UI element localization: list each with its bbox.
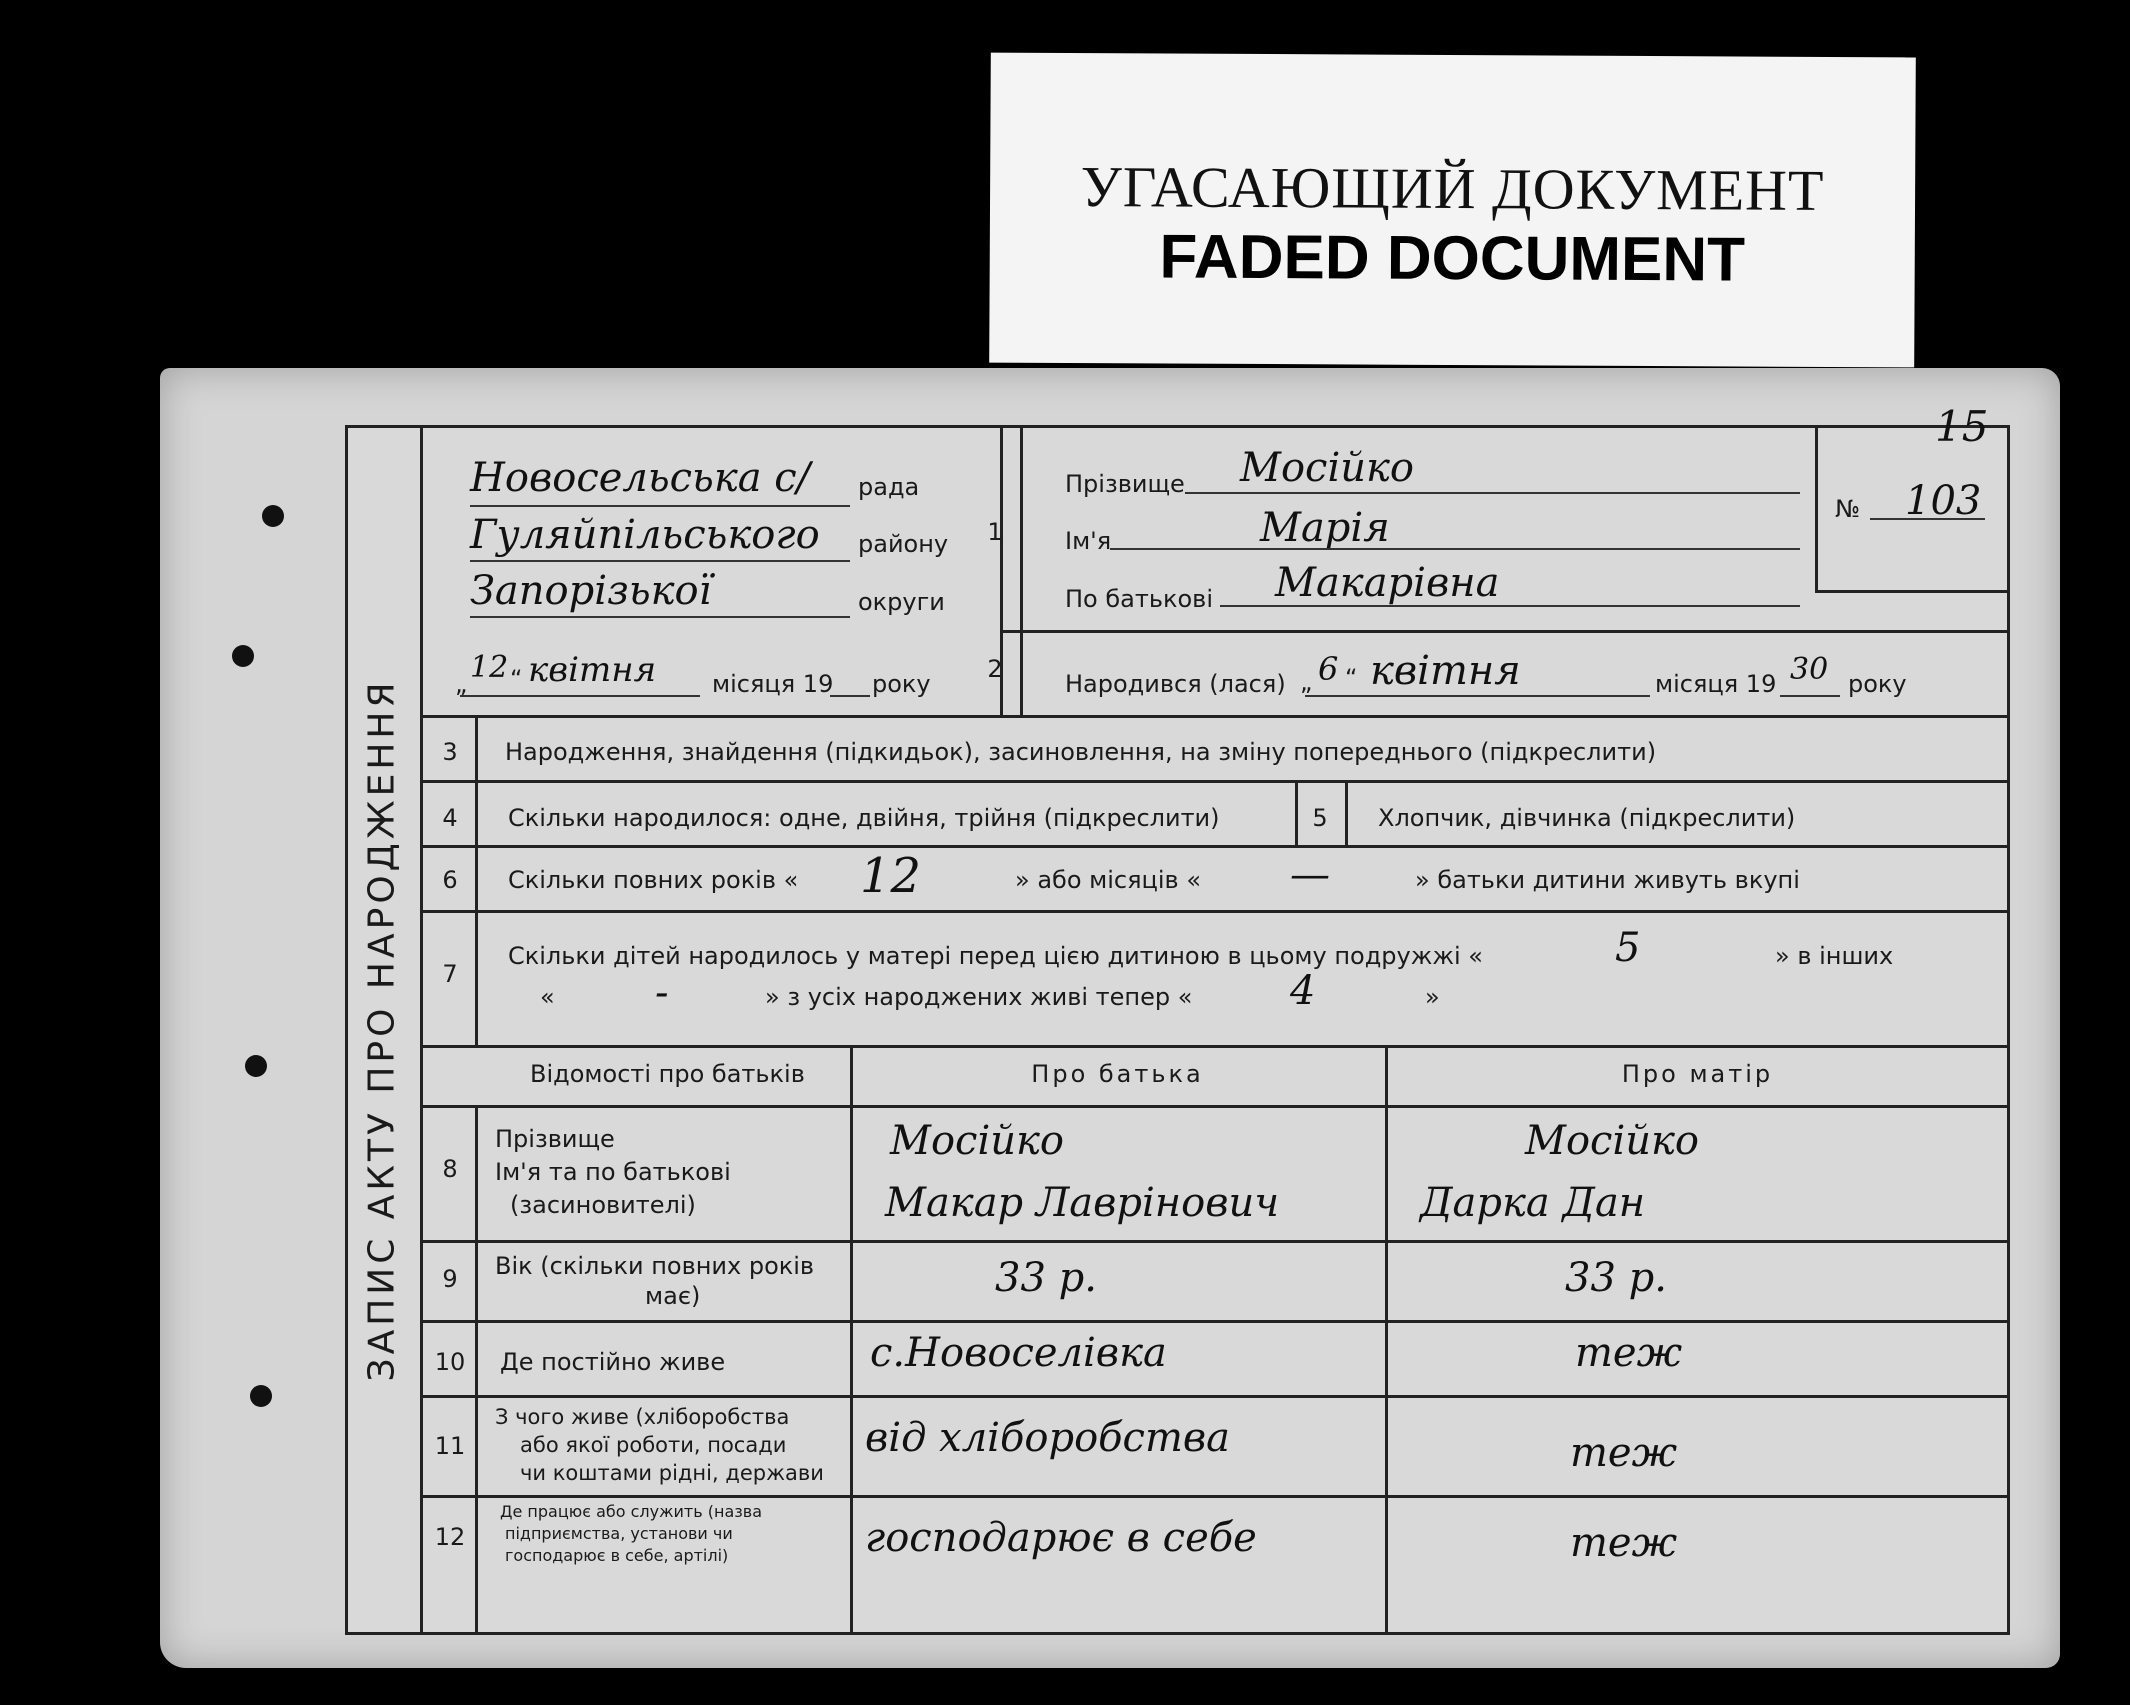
row-7-text-3: « — [540, 983, 555, 1011]
born-month-handwritten: квітня — [1370, 648, 1521, 694]
father-name-handwritten: Макар Лаврінович — [885, 1180, 1280, 1226]
record-number-label: № — [1835, 495, 1860, 523]
months-together-handwritten: — — [1290, 852, 1330, 898]
surname-label: Прізвище — [1065, 470, 1185, 498]
born-month-label: місяця 19 — [1655, 670, 1777, 698]
row-12-label-1: Де працює або служить (назва — [500, 1502, 763, 1521]
mother-workplace-handwritten: теж — [1570, 1520, 1678, 1566]
row-11-label-1: З чого живе (хліборобства — [495, 1405, 790, 1429]
reg-year-label: року — [872, 670, 931, 698]
row-10-number: 10 — [434, 1348, 466, 1376]
punch-hole — [262, 505, 284, 527]
born-quote-close: “ — [1345, 664, 1358, 692]
row-3-text: Народження, знайдення (підкидьок), засиновлення, на зміну попереднього (підкреслити) — [505, 738, 1657, 766]
faded-document-label — [989, 53, 1916, 368]
mother-surname-handwritten: Мосійко — [1525, 1118, 1699, 1164]
reg-date-open: „ — [455, 670, 468, 698]
reg-day-handwritten: 12 — [470, 650, 509, 685]
col-header-info: Відомості про батьків — [530, 1060, 805, 1088]
father-age-handwritten: 33 р. — [995, 1255, 1097, 1301]
row-11-label-3: чи коштами рідні, держави — [520, 1461, 824, 1485]
born-quote-open: „ — [1300, 668, 1313, 696]
children-alive-handwritten: 4 — [1290, 968, 1316, 1014]
label-english: FADED DOCUMENT — [1159, 222, 1746, 295]
row-8-label-3: (засиновителі) — [510, 1191, 696, 1219]
punch-hole — [250, 1385, 272, 1407]
row-8-number: 8 — [442, 1155, 458, 1183]
row-1-number: 1 — [987, 518, 1003, 546]
name-handwritten: Марія — [1260, 505, 1390, 551]
row-8-label-2: Ім'я та по батькові — [495, 1158, 731, 1186]
row-5-number: 5 — [1312, 804, 1328, 832]
patronymic-label: По батькові — [1065, 585, 1213, 613]
row-12-label-2: підприємства, установи чи — [505, 1524, 733, 1543]
row-11-number: 11 — [434, 1432, 466, 1460]
record-number-handwritten: 103 — [1905, 478, 1982, 524]
row-4-text: Скільки народилося: одне, двійня, трійня (підкреслити) — [508, 804, 1220, 832]
row-9-number: 9 — [442, 1265, 458, 1293]
side-title-box — [343, 425, 423, 1635]
label-russian: УГАСАЮЩИЙ ДОКУМЕНТ — [1080, 154, 1825, 223]
row-12-label-3: господарює в себе, артілі) — [505, 1546, 729, 1565]
row-7-text-2: » в інших — [1775, 942, 1894, 970]
council-label: рада — [858, 473, 920, 501]
col-header-mother: Про матір — [1621, 1060, 1774, 1088]
father-residence-handwritten: с.Новоселівка — [870, 1330, 1167, 1376]
row-6-text-3: » батьки дитини живуть вкупі — [1415, 866, 1800, 894]
row-4-number: 4 — [442, 804, 458, 832]
row-6-text-1: Скільки повних років « — [508, 866, 799, 894]
name-label: Ім'я — [1065, 527, 1112, 555]
row-7-text-5: » — [1425, 983, 1440, 1011]
reg-month-label: місяця 19 — [712, 670, 834, 698]
children-this-marriage-handwritten: 5 — [1615, 925, 1641, 971]
father-workplace-handwritten: господарює в себе — [865, 1515, 1257, 1561]
row-12-number: 12 — [434, 1523, 466, 1551]
okrug-label: округи — [858, 588, 945, 616]
born-year-handwritten: 30 — [1790, 652, 1829, 687]
row-6-text-2: » або місяців « — [1015, 866, 1201, 894]
row-6-number: 6 — [442, 866, 458, 894]
okrug-handwritten: Запорізької — [470, 568, 712, 614]
born-day-handwritten: 6 — [1318, 650, 1339, 688]
children-other-handwritten: - — [655, 970, 669, 1016]
born-label: Народився (лася) — [1065, 670, 1286, 698]
punch-hole — [245, 1055, 267, 1077]
row-7-text-1: Скільки дітей народилось у матері перед цією дитиною в цьому подружжі « — [508, 942, 1483, 970]
row-9-label-1: Вік (скільки повних років — [495, 1252, 815, 1280]
row-7-text-4: » з усіх народжених живі тепер « — [765, 983, 1193, 1011]
row-7-number: 7 — [442, 960, 458, 988]
punch-hole — [232, 645, 254, 667]
row-3-number: 3 — [442, 738, 458, 766]
col-header-father: Про батька — [1031, 1060, 1204, 1088]
mother-age-handwritten: 33 р. — [1565, 1255, 1667, 1301]
district-label: району — [858, 530, 949, 558]
mother-occupation-handwritten: теж — [1570, 1430, 1678, 1476]
reg-date-mid: “ — [510, 665, 523, 693]
row-9-label-2: має) — [645, 1282, 701, 1310]
row-2-number: 2 — [987, 655, 1003, 683]
mother-residence-handwritten: теж — [1575, 1330, 1683, 1376]
patronymic-handwritten: Макарівна — [1275, 560, 1500, 606]
reg-month-handwritten: квітня — [528, 650, 657, 690]
row-11-label-2: або якої роботи, посади — [520, 1433, 787, 1457]
father-occupation-handwritten: від хліборобства — [865, 1415, 1231, 1461]
side-title: ЗАПИС АКТУ ПРО НАРОДЖЕННЯ — [361, 678, 402, 1382]
stamp-number: 15 — [1935, 402, 1989, 451]
surname-handwritten: Мосійко — [1240, 445, 1414, 491]
row-5-text: Хлопчик, дівчинка (підкреслити) — [1378, 804, 1796, 832]
row-10-label-1: Де постійно живе — [500, 1348, 726, 1376]
mother-name-handwritten: Дарка Дан — [1420, 1180, 1646, 1226]
born-year-label: року — [1848, 670, 1907, 698]
row-8-label-1: Прізвище — [495, 1125, 615, 1153]
father-surname-handwritten: Мосійко — [890, 1118, 1064, 1164]
council-handwritten: Новосельська с/ — [470, 455, 811, 501]
district-handwritten: Гуляйпільського — [470, 512, 820, 558]
years-together-handwritten: 12 — [860, 848, 922, 904]
